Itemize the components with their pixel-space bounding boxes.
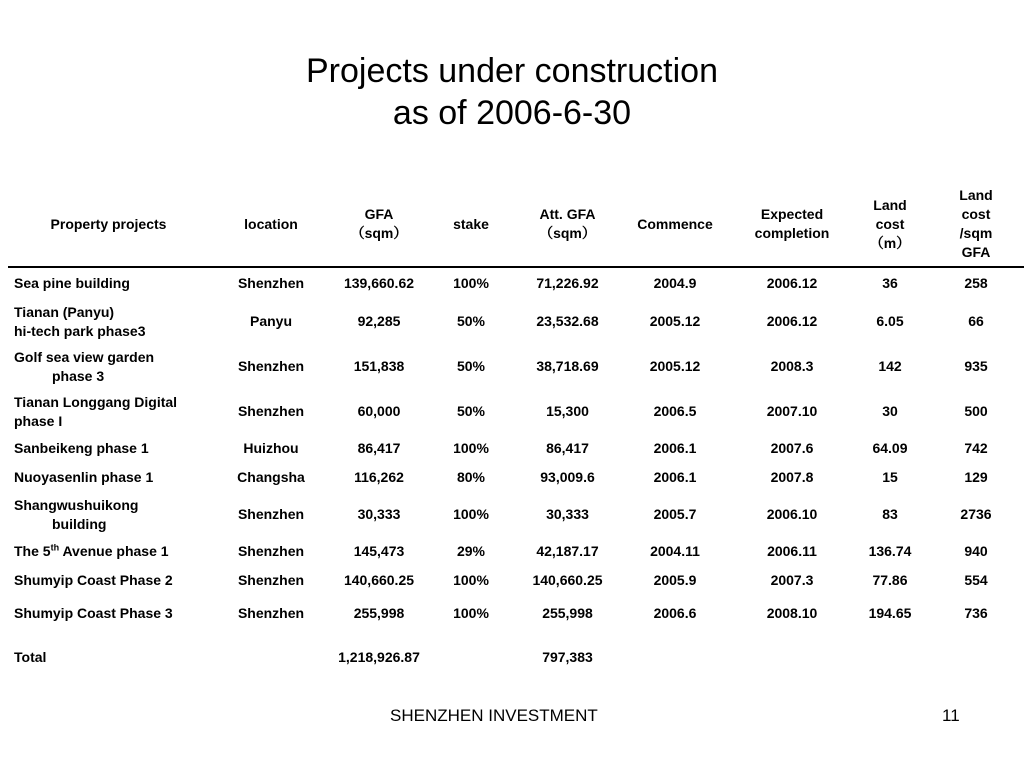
cell-location: Shenzhen xyxy=(237,506,305,522)
empty-cell xyxy=(618,632,732,682)
cell-att-gfa: 23,532.68 xyxy=(536,313,599,329)
cell-property: Nuoyasenlin phase 1 xyxy=(14,469,154,485)
cell-gfa: 92,285 xyxy=(357,313,401,329)
cell-stake: 50% xyxy=(456,313,486,329)
table-row xyxy=(8,299,1024,344)
table-row xyxy=(8,434,1024,463)
cell-land-cost-sqm: 258 xyxy=(964,275,988,291)
header-commence: Commence xyxy=(618,182,732,267)
table-row xyxy=(8,463,1024,492)
cell-land-cost: 83 xyxy=(882,506,898,522)
cell-property: Tianan (Panyu) hi-tech park phase3 xyxy=(14,303,146,339)
cell-land-cost-sqm: 129 xyxy=(964,469,988,485)
header-expected-completion: Expected completion xyxy=(732,182,852,267)
cell-land-cost: 194.65 xyxy=(868,605,912,621)
cell-location: Shenzhen xyxy=(237,275,305,291)
total-att-gfa: 797,383 xyxy=(542,648,593,665)
cell-stake: 100% xyxy=(453,506,489,522)
cell-commence: 2005.12 xyxy=(649,358,701,374)
cell-completion: 2008.10 xyxy=(766,605,818,621)
cell-completion: 2006.12 xyxy=(766,275,818,291)
cell-location: Panyu xyxy=(249,313,292,329)
slide-title xyxy=(0,50,1024,134)
cell-land-cost-sqm: 2736 xyxy=(960,506,992,522)
cell-gfa: 60,000 xyxy=(357,403,401,419)
table-row xyxy=(8,492,1024,537)
cell-land-cost-sqm: 66 xyxy=(968,313,984,329)
empty-cell xyxy=(928,632,1024,682)
cell-location: Shenzhen xyxy=(237,605,305,621)
title-line-1: Projects under construction xyxy=(306,52,718,90)
total-gfa: 1,218,926.87 xyxy=(338,648,420,665)
cell-att-gfa: 86,417 xyxy=(546,440,589,456)
cell-gfa: 30,333 xyxy=(357,506,401,522)
table-row xyxy=(8,344,1024,389)
cell-property: Shangwushuikong building xyxy=(14,496,139,532)
header-land-cost-per-sqm: Land cost /sqm GFA xyxy=(928,182,1024,267)
table-row xyxy=(8,537,1024,566)
cell-land-cost: 136.74 xyxy=(868,543,912,559)
cell-commence: 2004.11 xyxy=(650,543,700,559)
cell-property: The 5th Avenue phase 1 xyxy=(14,542,169,559)
cell-att-gfa: 42,187.17 xyxy=(536,543,599,559)
footer-company: SHENZHEN INVESTMENT xyxy=(390,706,598,725)
empty-cell xyxy=(209,632,333,682)
cell-completion: 2007.8 xyxy=(770,469,814,485)
cell-att-gfa: 30,333 xyxy=(546,506,589,522)
cell-location: Shenzhen xyxy=(237,543,305,559)
cell-property: Shumyip Coast Phase 3 xyxy=(14,605,173,621)
total-label: Total xyxy=(14,648,47,665)
cell-land-cost: 64.09 xyxy=(872,440,908,456)
cell-completion: 2007.6 xyxy=(770,440,814,456)
cell-location: Changsha xyxy=(237,469,305,485)
cell-land-cost: 36 xyxy=(882,275,898,291)
cell-commence: 2004.9 xyxy=(653,275,697,291)
header-property-projects: Property projects xyxy=(8,182,209,267)
cell-gfa: 145,473 xyxy=(353,543,405,559)
cell-commence: 2005.7 xyxy=(653,506,697,522)
cell-land-cost-sqm: 736 xyxy=(964,605,988,621)
cell-att-gfa: 93,009.6 xyxy=(540,469,595,485)
cell-completion: 2007.10 xyxy=(766,403,818,419)
header-stake: stake xyxy=(425,182,517,267)
cell-commence: 2006.1 xyxy=(653,469,697,485)
table-row xyxy=(8,389,1024,434)
cell-att-gfa: 140,660.25 xyxy=(532,572,603,588)
cell-gfa: 139,660.62 xyxy=(343,275,415,291)
empty-cell xyxy=(425,632,517,682)
cell-completion: 2006.12 xyxy=(766,313,818,329)
cell-att-gfa: 15,300 xyxy=(546,403,589,419)
cell-location: Shenzhen xyxy=(237,572,305,588)
cell-gfa: 116,262 xyxy=(354,469,404,485)
cell-land-cost: 15 xyxy=(882,469,898,485)
cell-gfa: 86,417 xyxy=(357,440,401,456)
total-row xyxy=(8,632,1024,682)
cell-land-cost-sqm: 742 xyxy=(964,440,988,456)
cell-land-cost: 142 xyxy=(878,358,902,374)
cell-stake: 100% xyxy=(453,572,489,588)
page-number: 11 xyxy=(942,706,960,725)
cell-stake: 80% xyxy=(456,469,486,485)
cell-property: Shumyip Coast Phase 2 xyxy=(14,572,173,588)
cell-gfa: 151,838 xyxy=(353,358,405,374)
cell-att-gfa: 255,998 xyxy=(542,605,593,621)
cell-completion: 2006.10 xyxy=(766,506,818,522)
cell-att-gfa: 71,226.92 xyxy=(536,275,599,291)
empty-cell xyxy=(732,632,852,682)
cell-land-cost: 30 xyxy=(882,403,898,419)
table-row xyxy=(8,595,1024,632)
cell-commence: 2005.9 xyxy=(653,572,697,588)
cell-location: Huizhou xyxy=(243,440,299,456)
cell-location: Shenzhen xyxy=(237,358,305,374)
cell-stake: 100% xyxy=(453,275,489,291)
cell-stake: 50% xyxy=(456,403,486,419)
cell-land-cost: 6.05 xyxy=(876,313,904,329)
cell-land-cost-sqm: 500 xyxy=(964,403,988,419)
cell-stake: 100% xyxy=(453,605,489,621)
cell-commence: 2006.5 xyxy=(653,403,697,419)
title-line-2: as of 2006-6-30 xyxy=(392,94,632,132)
cell-stake: 50% xyxy=(456,358,486,374)
cell-completion: 2008.3 xyxy=(770,358,814,374)
cell-completion: 2007.3 xyxy=(770,572,814,588)
table-row xyxy=(8,267,1024,299)
cell-commence: 2006.6 xyxy=(653,605,697,621)
projects-table xyxy=(8,182,1024,682)
cell-stake: 100% xyxy=(453,440,489,456)
table-row xyxy=(8,566,1024,595)
header-att-gfa: Att. GFA （sqm） xyxy=(517,182,618,267)
empty-cell xyxy=(852,632,928,682)
cell-land-cost-sqm: 935 xyxy=(964,358,988,374)
header-location: location xyxy=(209,182,333,267)
cell-commence: 2006.1 xyxy=(653,440,697,456)
cell-stake: 29% xyxy=(456,543,486,559)
cell-property: Sea pine building xyxy=(14,275,130,291)
cell-gfa: 140,660.25 xyxy=(343,572,415,588)
header-gfa: GFA （sqm） xyxy=(333,182,425,267)
cell-location: Shenzhen xyxy=(237,403,305,419)
cell-completion: 2006.11 xyxy=(767,543,817,559)
cell-land-cost-sqm: 554 xyxy=(964,572,988,588)
cell-property: Sanbeikeng phase 1 xyxy=(14,440,149,456)
cell-property: Tianan Longgang Digital phase I xyxy=(14,393,178,429)
cell-land-cost-sqm: 940 xyxy=(964,543,988,559)
cell-att-gfa: 38,718.69 xyxy=(536,358,599,374)
cell-property: Golf sea view garden phase 3 xyxy=(14,348,155,384)
cell-gfa: 255,998 xyxy=(353,605,405,621)
header-land-cost: Land cost （m） xyxy=(852,182,928,267)
table-header-row xyxy=(8,182,1024,267)
cell-commence: 2005.12 xyxy=(649,313,701,329)
cell-land-cost: 77.86 xyxy=(872,572,908,588)
